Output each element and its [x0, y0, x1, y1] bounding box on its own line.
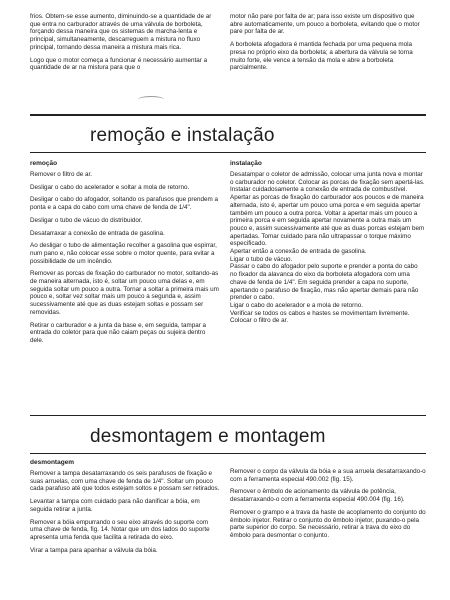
instalacao-step-7: Ligar o cabo do acelerador e a mola de retorno.: [230, 301, 364, 309]
instalacao-heading: instalação: [230, 160, 262, 167]
instalacao-step-9: Colocar o filtro de ar.: [230, 317, 289, 325]
instalacao-step-3: Apertar as porcas de fixação do carburador aos poucos e de maneira alternada, isto é, apertar um pouco uma porca e em seguida apertar também um pouco a outra porca. Voltar a apertar mais um pouco a primeira porca e em seguida apertar novamente a outra mais um pouco e, assim sucessivamente até que as duas porcas estejam bem apertadas. Tomar cuidado para não ultrapassar o torque máximo especificado.: [230, 194, 425, 248]
decorative-swash: [138, 96, 164, 103]
section-title-remocao-instalacao: remoção e instalação: [90, 125, 275, 146]
instalacao-column: [230, 160, 426, 325]
intro-left-paragraph-2: Logo que o motor começa a funcionar é necessário aumentar a quantidade de ar na mistura para que o: [30, 56, 208, 72]
section2-rule-top: [30, 415, 426, 416]
section-rule-top: [30, 114, 426, 116]
intro-right-paragraph-2: A borboleta afogadora é mantida fechada por uma pequena mola presa no próprio eixo da borboleta; a abertura da válvula se torna muito forte, ele vence a tensão da mola e abre a borboleta parcialmente.: [230, 41, 413, 72]
section2-rule-bottom: [30, 453, 426, 454]
intro-right-column: [230, 13, 426, 72]
remocao-step-1: Remover o filtro de ar.: [30, 171, 92, 178]
instalacao-step-8: Verificar se todos os cabos e hastes se movimentam livremente.: [230, 309, 410, 317]
desmontagem-heading: desmontagem: [30, 459, 75, 466]
instalacao-step-1: Desatampar o coletor de admissão, colocar uma junta nova e montar o carburador no coletor. Colocar as porcas de fixação sem apertá-las.: [230, 171, 425, 186]
desmontagem-step-2: Levantar a tampa com cuidado para não danificar a bóia, em seguida retirar a junta.: [30, 498, 200, 513]
remocao-column: [30, 160, 220, 345]
instalacao-step-2: Instalar cuidadosamente a conexão de entrada de combustível.: [230, 186, 408, 194]
remocao-step-2: Desligar o cabo do acelerador e soltar a mola de retorno.: [30, 183, 190, 191]
instalacao-step-4: Apertar então a conexão de entrada de gasolina.: [230, 248, 367, 256]
desmontagem-step-1: Remover a tampa desatarraxando os seis parafusos de fixação e suas arruelas, com uma chave de fenda de 1/4". Soltar um pouco cada parafuso até que todos estejam soltos e possam ser retirados.: [30, 470, 220, 493]
section-title-desmontagem-montagem: desmontagem e montagem: [90, 426, 326, 447]
intro-left-paragraph-1: frios. Obtem-se esse aumento, diminuindo-se a quantidade de ar que entra no carburador através de uma válvula de borboleta, forçando dessa maneira que os sistemas de marcha-lenta e principal, simultaneamente, descarreguem a mistura no fluxo principal, tornando dessa maneira a mistura mais rica.: [30, 13, 212, 51]
instalacao-step-5: Ligar o tubo de vácuo.: [230, 255, 293, 263]
remocao-step-3: Desligar o cabo do afogador, soltando os parafusos que prendem a ponta e a capa do cabo com uma chave de fenda de 1/4".: [30, 196, 218, 212]
desmontagem-step-6: Remover o êmbolo de acionamento da válvula de potência, desatarraxando-o com a ferramenta especial 490.004 (fig. 16).: [230, 488, 405, 504]
remocao-step-8: Retirar o carburador e a junta da base e, em seguida, tampar a entrada do coletor para que não caiam peças ou sujeira dentro dele.: [30, 321, 207, 344]
desmontagem-step-5: Remover o corpo da válvula da bóia e a sua arruela desatarraxando-o com a ferramenta especial 490.002 (fig. 15).: [230, 468, 426, 483]
remocao-step-5: Desatarraxar a conexão de entrada de gasolina.: [30, 229, 165, 237]
desmontagem-step-3: Remover a bóia empurrando o seu eixo através do suporte com uma chave de fenda, fig. 14. Notar que um dos lados do suporte apresenta uma fenda que facilita a retirada do eixo.: [30, 518, 210, 541]
instalacao-step-6: Passar o cabo do afogador pelo suporte e prender a ponta do cabo no fixador da alavanca do eixo da borboleta afogadora com uma chave de fenda de 1/4". Em seguida prender a capa no suporte, apertando o parafuso de fixação, mas não apertar demais para não prender o cabo.: [230, 263, 419, 302]
intro-left-column: [30, 13, 220, 72]
remocao-step-4: Desligar o tubo de vácuo do distribuidor.: [30, 216, 143, 224]
remocao-step-7: Remover as porcas de fixação do carburador no motor, soltando-as de maneira alternada, isto é, soltar um pouco uma delas e, em seguida soltar um pouco a outra. Tornar a soltar a primeira mais um pouco e, soltar vez soltar mais um pouco a segunda e, assim sucessivamente até que as duas estejam soltas e possam ser removidas.: [30, 270, 219, 316]
desmontagem-left-column: [30, 459, 220, 554]
intro-right-paragraph-1: motor não pare por falta de ar; para isso existe um dispositivo que abre automaticamente, um pouco a borboleta, evitando que o motor pare por falta de ar.: [230, 13, 420, 36]
remocao-step-6: Ao desligar o tubo de alimentação recolher a gasolina que espirrar, num pano e, não colocar esse sobre o motor quente, para evitar a possibilidade de um incêndio.: [30, 242, 217, 265]
remocao-heading: remoção: [30, 160, 58, 167]
desmontagem-step-7: Remover o grampo e a trava da haste de acoplamento do conjunto do êmbolo injetor. Retirar o conjunto do êmbolo injetor, puxando-o pela parte superior do corpo. Se necessário, retirar a trava do eixo do êmbolo para desmontar o conjunto.: [230, 508, 426, 539]
desmontagem-step-4: Virar a tampa para apanhar a válvula da bóia.: [30, 546, 158, 554]
desmontagem-right-column: [230, 468, 426, 540]
section-rule-bottom: [30, 152, 426, 153]
